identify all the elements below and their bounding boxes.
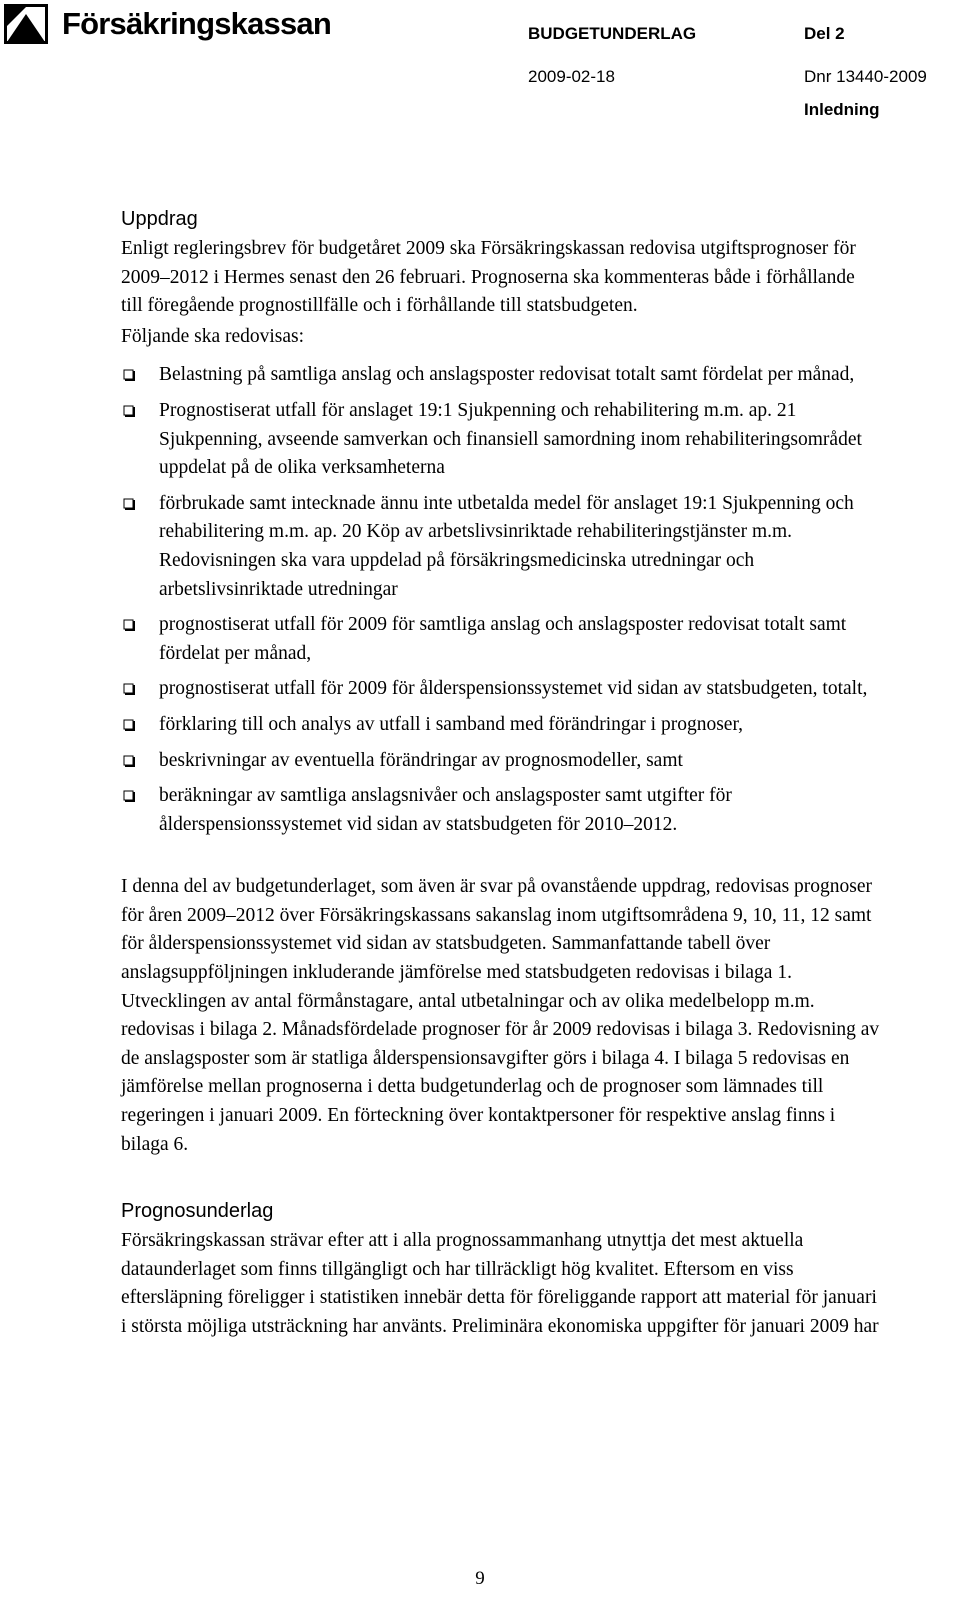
list-item — [121, 397, 881, 483]
list-item-text: beräkningar av samtliga anslagsnivåer och anslagsposter samt utgifter för ålderspensionssystemet vid sidan av statsbudgeten för 2010–2012. — [159, 785, 732, 835]
checkbox-bullet-icon — [123, 405, 135, 417]
doc-dnr: Dnr 13440-2009 — [804, 67, 927, 86]
checkbox-bullet-icon — [123, 683, 135, 695]
list-item-text: Belastning på samtliga anslag och anslagsposter redovisat totalt samt fördelat per månad, — [159, 364, 855, 386]
doc-part: Del 2 — [804, 24, 845, 43]
list-item-text: förbrukade samt intecknade ännu inte utbetalda medel för anslaget 19:1 Sjukpenning och rehabilitering m.m. ap. 20 Köp av arbetslivsinriktade rehabiliteringstjänster m.m. Redovisningen ska vara uppdelad på försäkringsmedicinska utredningar och arbetslivsinriktade utredningar — [159, 492, 854, 600]
checkbox-bullet-icon — [123, 369, 135, 381]
list-item-text: beskrivningar av eventuella förändringar av prognosmodeller, samt — [159, 749, 683, 771]
doc-type: BUDGETUNDERLAG — [528, 24, 697, 43]
paragraph-uppdrag-1: Enligt regleringsbrev för budgetåret 2009 ska Försäkringskassan redovisa utgiftsprognoser för 2009–2012 i Hermes senast den 26 februari. Prognoserna ska kommenteras både i förhållande till föregående prognostillfälle och i förhållande till statsbudgeten. — [121, 238, 856, 317]
page-header — [0, 0, 960, 120]
list-item — [121, 675, 881, 704]
list-item — [121, 747, 881, 776]
list-item-text: Prognostiserat utfall för anslaget 19:1 Sjukpenning och rehabilitering m.m. ap. 21 Sjukpenning, avseende samverkan och finansiell samordning inom rehabiliteringsområdet uppdelat på de olika verksamheterna — [159, 399, 862, 479]
list-item — [121, 711, 881, 740]
list-item-text: prognostiserat utfall för 2009 för samtliga anslag och anslagsposter redovisat totalt samt fördelat per månad, — [159, 614, 847, 664]
checkbox-bullet-icon — [123, 619, 135, 631]
paragraph-uppdrag-2: I denna del av budgetunderlaget, som även är svar på ovanstående uppdrag, redovisas prognoser för åren 2009–2012 över Försäkringskassans sakanslag inom utgiftsområdena 9, 10, 11, 12 samt för ålderspensionssystemet vid sidan av statsbudgeten. Sammanfattande tabell över anslagsuppföljningen inkluderande jämförelse med statsbudgeten redovisas i bilaga 1. Utvecklingen av antal förmånstagare, antal utbetalningar och av olika medelbelopp m.m. redovisas i bilaga 2. Månadsfördelade prognoser för år 2009 redovisas i bilaga 3. Redovisning av de anslagsposter som är statliga ålderspensionsavgifter görs i bilaga 4. I bilaga 5 redovisas en jämförelse mellan prognoserna i detta budgetunderlag och de prognoser som lämnades till regeringen i januari 2009. En förteckning över kontaktpersoner för respektive anslag finns i bilaga 6. — [121, 876, 880, 1155]
logo — [4, 4, 331, 44]
list-item — [121, 782, 881, 839]
logo-text: Försäkringskassan — [62, 6, 331, 41]
list-item — [121, 361, 881, 390]
checkbox-bullet-icon — [123, 719, 135, 731]
paragraph-intro: Följande ska redovisas: — [121, 325, 305, 347]
doc-date: 2009-02-18 — [528, 67, 615, 86]
heading-uppdrag: Uppdrag — [121, 208, 198, 230]
list-item-text: prognostiserat utfall för 2009 för ålderspensionssystemet vid sidan av statsbudgeten, totalt, — [159, 678, 868, 700]
page-number: 9 — [475, 1568, 485, 1589]
checkbox-bullet-icon — [123, 790, 135, 802]
list-item — [121, 490, 881, 604]
checkbox-bullet-icon — [123, 498, 135, 510]
paragraph-prognosunderlag: Försäkringskassan strävar efter att i alla prognossammanhang utnyttja det mest aktuella dataunderlaget som finns tillgängligt och har tillräckligt hög kvalitet. Eftersom en viss eftersläpning föreligger i statistiken innebär detta för föreliggande rapport att material för januari i största möjliga utsträckning har använts. Preliminära ekonomiska uppgifter för januari 2009 har — [121, 1230, 879, 1337]
logo-mark-icon — [4, 4, 48, 44]
requirements-list — [121, 361, 881, 839]
section-label: Inledning — [804, 100, 880, 119]
checkbox-bullet-icon — [123, 755, 135, 767]
document-body — [121, 205, 881, 1342]
list-item — [121, 611, 881, 668]
list-item-text: förklaring till och analys av utfall i samband med förändringar i prognoser, — [159, 713, 744, 735]
heading-prognosunderlag: Prognosunderlag — [121, 1200, 274, 1223]
